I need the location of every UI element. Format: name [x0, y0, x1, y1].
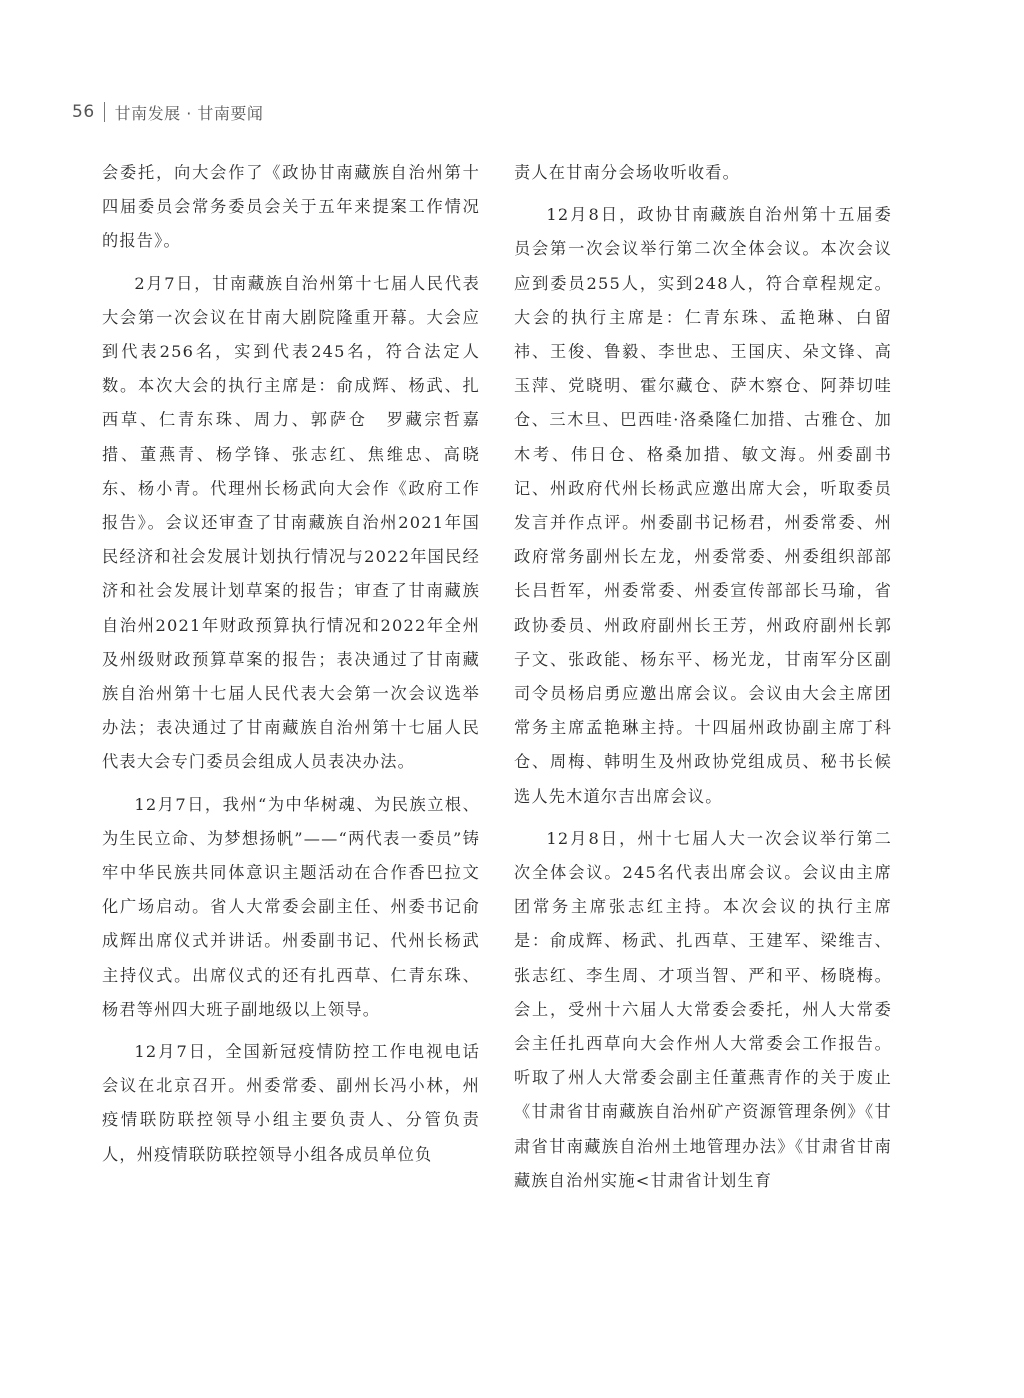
paragraph: 12月7日，我州“为中华树魂、为民族立根、为生民立命、为梦想扬帆”——“两代表一委员”铸牢中华民族共同体意识主题活动在合作香巴拉文化广场启动。省人大常委会副主任、州委书记俞成辉出席仪式并讲话。州委副书记、代州长杨武主持仪式。出席仪式的还有扎西草、仁青东珠、杨君等州四大班子副地级以上领导。 — [102, 794, 480, 1019]
page-header — [72, 98, 263, 126]
paragraph: 12月7日，全国新冠疫情防控工作电视电话会议在北京召开。州委常委、副州长冯小林，州疫情联防联控领导小组主要负责人、分管负责人，州疫情联防联控领导小组各成员单位负 — [102, 1042, 480, 1164]
page-number: 56 — [72, 102, 95, 122]
paragraph-continued: 责人在甘南分会场收听收看。 — [514, 163, 741, 182]
section-title: 甘南发展 · 甘南要闻 — [114, 103, 264, 123]
header-divider — [104, 102, 105, 122]
paragraph: 12月8日，州十七届人大一次会议举行第二次全体会议。245名代表出席会议。会议由主席团常务主席张志红主持。本次会议的执行主席是：俞成辉、杨武、扎西草、王建军、梁维吉、张志红、李生周、才项当智、严和平、杨晓梅。会上，受州十六届人大常委会委托，州人大常委会主任扎西草向大会作州人大常委会工作报告。听取了州人大常委会副主任董燕青作的关于废止《甘肃省甘南藏族自治州矿产资源管理条例》《甘肃省甘南藏族自治州土地管理办法》《甘肃省甘南藏族自治州实施<甘肃省计划生育 — [514, 828, 892, 1190]
paragraph: 2月7日，甘南藏族自治州第十七届人民代表大会第一次会议在甘南大剧院隆重开幕。大会应到代表256名，实到代表245名，符合法定人数。本次大会的执行主席是：俞成辉、杨武、扎西草、仁青东珠、周力、郭萨仓 罗藏宗哲嘉措、董燕青、杨学锋、张志红、焦维忠、高晓东、杨小青。代理州长杨武向大会作《政府工作报告》。会议还审查了甘南藏族自治州2021年国民经济和社会发展计划执行情况与2022年国民经济和社会发展计划草案的报告；审查了甘南藏族自治州2021年财政预算执行情况和2022年全州及州级财政预算草案的报告；表决通过了甘南藏族自治州第十七届人民代表大会第一次会议选举办法；表决通过了甘南藏族自治州第十七届人民代表大会专门委员会组成人员表决办法。 — [102, 273, 480, 772]
right-column — [514, 156, 892, 1198]
paragraph-continued: 会委托，向大会作了《政协甘南藏族自治州第十四届委员会常务委员会关于五年来提案工作情况的报告》。 — [102, 163, 480, 251]
paragraph: 12月8日，政协甘南藏族自治州第十五届委员会第一次会议举行第二次全体会议。本次会议应到委员255人，实到248人，符合章程规定。大会的执行主席是：仁青东珠、孟艳琳、白留祎、王俊、鲁毅、李世忠、王国庆、朵文锋、高玉萍、党晓明、霍尔藏仓、萨木察仓、阿莽切哇仓、三木旦、巴西哇·洛桑隆仁加措、古雅仓、加木考、伟日仓、格桑加措、敏文海。州委副书记、州政府代州长杨武应邀出席大会，听取委员发言并作点评。州委副书记杨君，州委常委、州政府常务副州长左龙，州委常委、州委组织部部长吕哲军，州委常委、州委宣传部部长马瑜，省政协委员、州政府副州长王芳，州政府副州长郭子文、张政能、杨东平、杨光龙，甘南军分区副司令员杨启勇应邀出席会议。会议由大会主席团常务主席孟艳琳主持。十四届州政协副主席丁科仓、周梅、韩明生及州政协党组成员、秘书长候选人先木道尔吉出席会议。 — [514, 205, 892, 806]
left-column — [102, 156, 480, 1172]
